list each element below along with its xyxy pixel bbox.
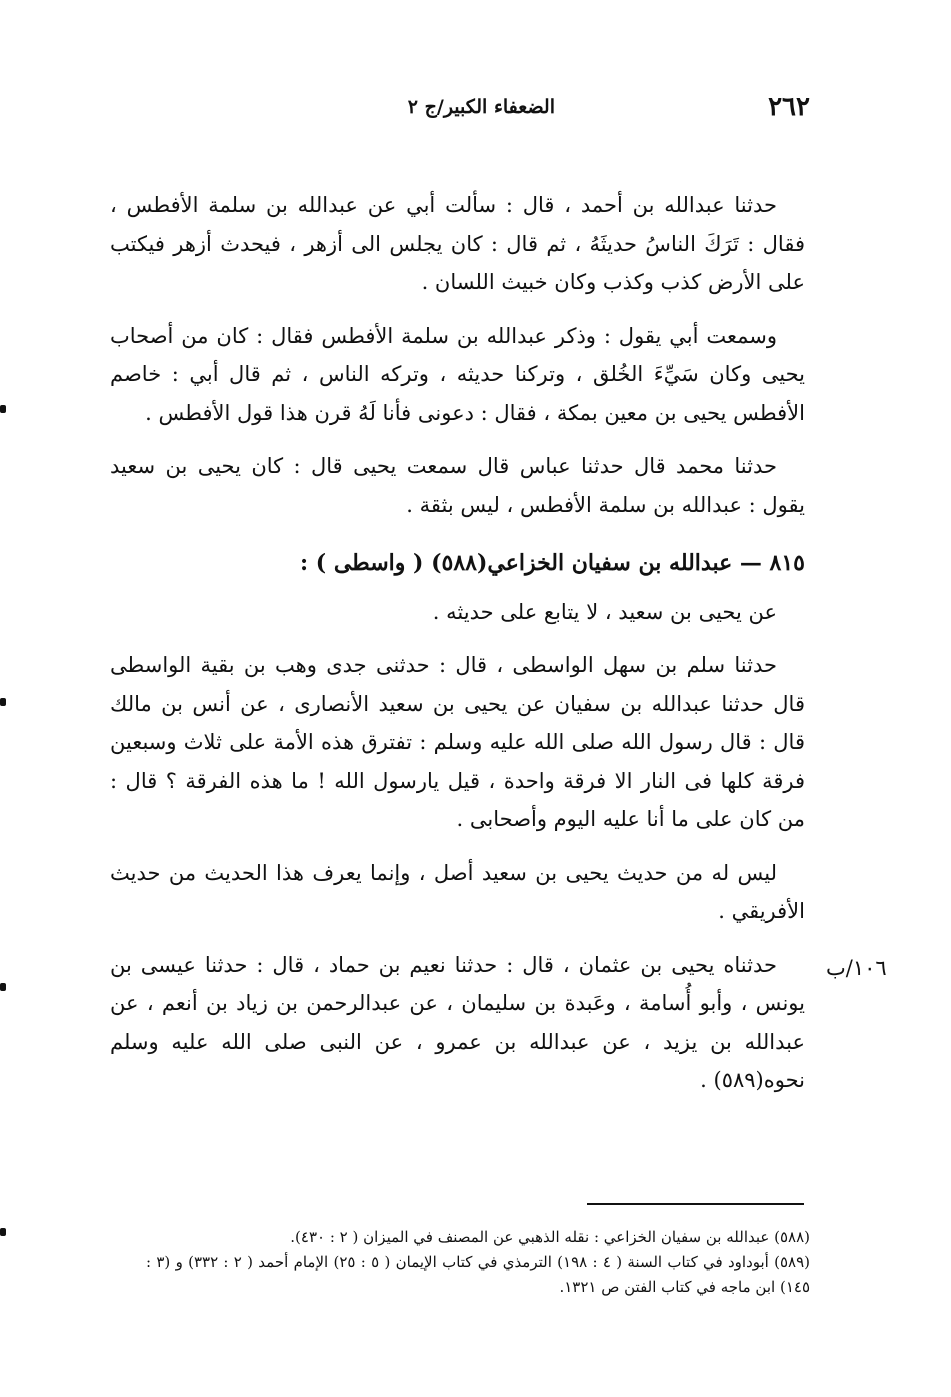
paragraph: ليس له من حديث يحيى بن سعيد أصل ، وإنما يعرف هذا الحديث من حديث الأفريقي . <box>110 860 805 923</box>
paragraph: حدثنا محمد قال حدثنا عباس قال سمعت يحيى قال : كان يحيى بن سعيد يقول : عبدالله بن سلمة الأفطس ، ليس بثقة . <box>110 454 805 517</box>
scan-edge-mark <box>0 405 6 413</box>
manuscript-folio-note: ١٠٦/ب <box>826 956 887 980</box>
paragraph: حدثنا سلم بن سهل الواسطى ، قال : حدثنى جدى وهب بن بقية الواسطى قال حدثنا عبدالله بن سفيان عن يحيى بن سعيد الأنصارى ، عن أنس بن مالك قال : قال رسول الله صلى الله عليه وسلم : تفترق هذه الأمة على ثلاث وسبعين فرقة كلها فى النار الا فرقة واحدة ، قيل يارسول الله ! ما هذه الفرقة ؟ قال : من كان على ما أنا عليه اليوم وأصحابى . <box>110 653 805 831</box>
scan-edge-mark <box>0 1228 6 1236</box>
scan-edge-mark <box>0 983 6 991</box>
entry-heading: ٨١٥ — عبدالله بن سفيان الخزاعي(٥٨٨) ( واسطى ) : <box>299 550 805 576</box>
running-title: الضعفاء الكبير/ج ٢ <box>407 96 555 118</box>
page-number: ٢٦٢ <box>768 92 810 122</box>
footnote-divider <box>587 1203 804 1205</box>
paragraph: حدثناه يحيى بن عثمان ، قال : حدثنا نعيم بن حماد ، قال : حدثنا عيسى بن يونس ، وأبو أُسامة ، وعَبدة بن سليمان ، عن عبدالرحمن بن زياد بن أنعم ، عن عبدالله بن يزيد ، عن عبدالله بن عمرو ، عن النبى صلى الله عليه وسلم نحوه(٥٨٩) . <box>110 952 805 1092</box>
paragraph: وسمعت أبي يقول : وذكر عبدالله بن سلمة الأفطس فقال : كان من أصحاب يحيى وكان سَيِّءَ الخُلق ، وتركنا حديثه ، وتركه الناس ، ثم قال أبي : خاصم الأفطس يحيى بن معين بمكة ، فقال : دعونى فأنا لَهُ قرن هذا قول الأفطس . <box>110 323 805 425</box>
scan-edge-mark <box>0 698 6 706</box>
paragraph: حدثنا عبدالله بن أحمد ، قال : سألت أبي عن عبدالله بن سلمة الأفطس ، فقال : تَرَكَ الناسُ حديثَهُ ، ثم قال : كان يجلس الى أزهر ، فيحدث أزهر فيكتب على الأرض كذب وكذب وكان خبيث اللسان . <box>110 193 805 294</box>
main-text <box>110 186 805 1115</box>
footnote: (٥٨٨) عبدالله بن سفيان الخزاعي : نقله الذهبي عن المصنف في الميزان ( ٢ : ٤٣٠). <box>290 1228 810 1246</box>
footnotes <box>146 1225 810 1300</box>
paragraph: عن يحيى بن سعيد ، لا يتابع على حديثه . <box>432 599 777 624</box>
page-header <box>120 92 810 132</box>
footnote: (٥٨٩) أبوداود في كتاب السنة ( ٤ : ١٩٨) الترمذي في كتاب الإيمان ( ٥ : ٢٥) الإمام أحمد ( ٢ : ٣٣٢) و (٣ : ١٤٥) ابن ماجه في كتاب الفتن ص ١٣٢١. <box>146 1253 811 1296</box>
